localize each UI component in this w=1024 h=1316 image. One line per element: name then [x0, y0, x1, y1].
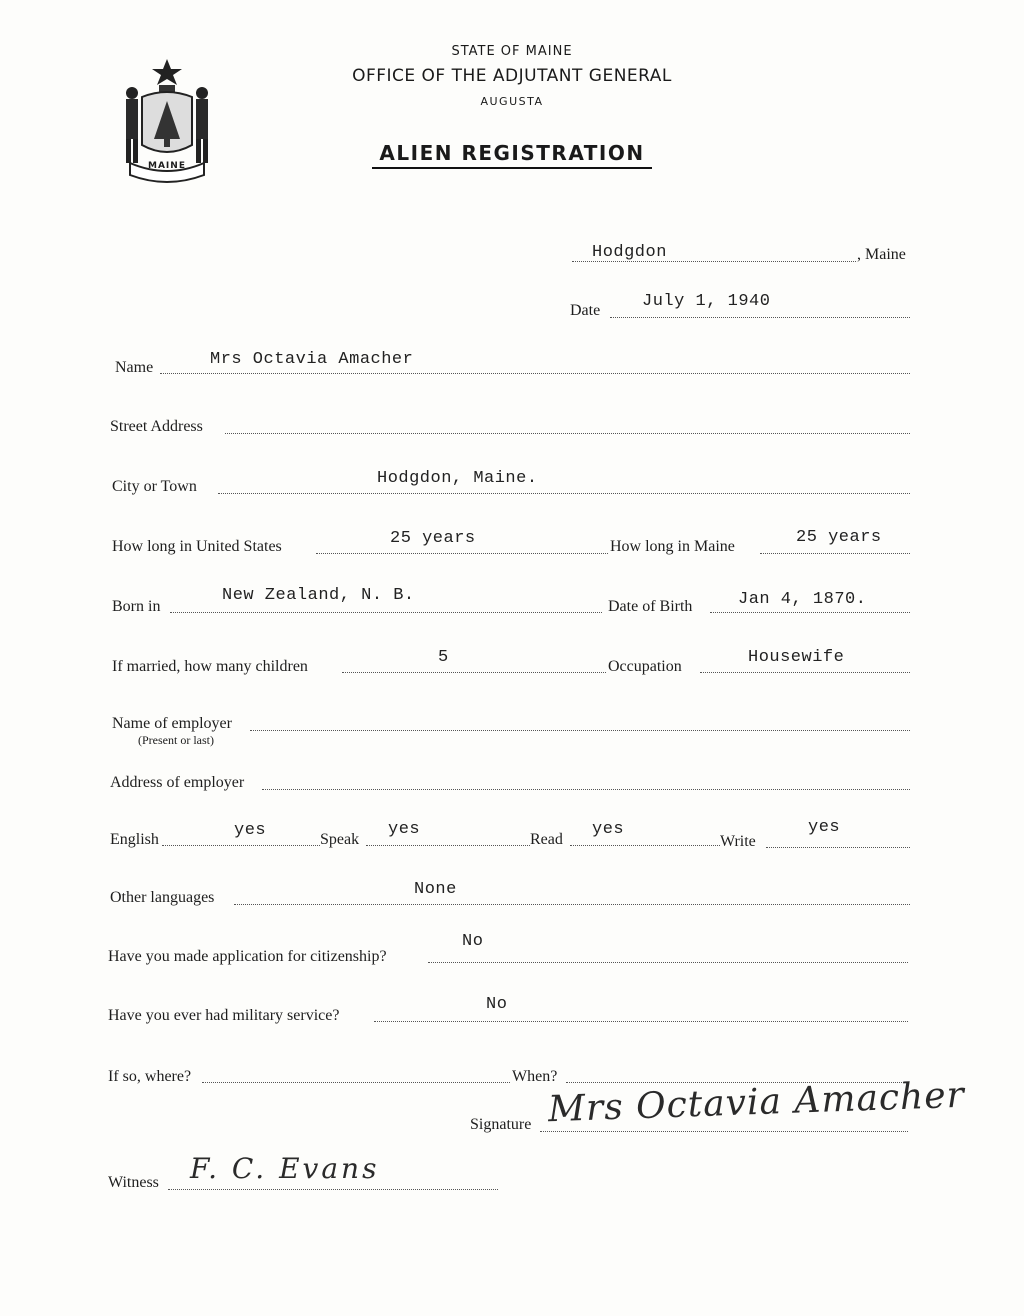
- english-value: yes: [234, 821, 267, 840]
- children-label: If married, how many children: [112, 658, 308, 675]
- military-value: No: [486, 995, 508, 1014]
- street-address-line: [225, 433, 910, 434]
- signature-value: Mrs Octavia Amacher: [547, 1074, 966, 1131]
- speak-line: [366, 845, 530, 846]
- place-suffix: , Maine: [857, 246, 906, 263]
- english-label: English: [110, 831, 159, 848]
- how-long-maine-label: How long in Maine: [610, 538, 735, 555]
- how-long-us-label: How long in United States: [112, 538, 282, 555]
- name-value: Mrs Octavia Amacher: [210, 350, 414, 369]
- employer-line: [250, 730, 910, 731]
- witness-label: Witness: [108, 1174, 159, 1191]
- read-value: yes: [592, 820, 625, 839]
- witness-line: [168, 1189, 498, 1190]
- how-long-maine-value: 25 years: [796, 528, 882, 547]
- write-label: Write: [720, 833, 756, 850]
- military-line: [374, 1021, 908, 1022]
- where-line: [202, 1082, 510, 1083]
- how-long-us-line: [316, 553, 608, 554]
- children-line: [342, 672, 606, 673]
- read-line: [570, 845, 720, 846]
- citizenship-value: No: [462, 932, 484, 951]
- employer-address-label: Address of employer: [110, 774, 245, 791]
- children-value: 5: [438, 648, 449, 667]
- occupation-line: [700, 672, 910, 673]
- signature-line: [540, 1131, 908, 1132]
- when-label: When?: [512, 1068, 558, 1085]
- date-of-birth-label: Date of Birth: [608, 598, 693, 615]
- employer-sublabel: (Present or last): [138, 733, 214, 747]
- employer-address-line: [262, 789, 910, 790]
- speak-label: Speak: [320, 831, 360, 848]
- military-label: Have you ever had military service?: [108, 1007, 340, 1024]
- write-line: [766, 847, 910, 848]
- place-value: Hodgdon: [592, 243, 667, 262]
- seal-banner-text: MAINE: [148, 161, 186, 171]
- header-office: OFFICE OF THE ADJUTANT GENERAL: [352, 66, 672, 86]
- witness-value: F. C. Evans: [190, 1152, 380, 1185]
- date-label: Date: [570, 302, 601, 319]
- date-of-birth-value: Jan 4, 1870.: [738, 590, 867, 609]
- form-title: ALIEN REGISTRATION: [372, 141, 652, 169]
- date-of-birth-line: [710, 612, 910, 613]
- occupation-label: Occupation: [608, 658, 682, 675]
- how-long-us-value: 25 years: [390, 529, 476, 548]
- other-languages-value: None: [414, 880, 457, 899]
- date-value: July 1, 1940: [642, 292, 771, 311]
- born-in-label: Born in: [112, 598, 161, 615]
- employer-label: Name of employer: [112, 715, 232, 732]
- citizenship-label: Have you made application for citizenship?: [108, 948, 387, 965]
- english-line: [162, 845, 320, 846]
- header-state: STATE OF MAINE: [451, 44, 573, 59]
- born-in-value: New Zealand, N. B.: [222, 586, 415, 605]
- name-label: Name: [115, 359, 154, 376]
- city-value: Hodgdon, Maine.: [377, 469, 538, 488]
- city-label: City or Town: [112, 478, 197, 495]
- other-languages-line: [234, 904, 910, 905]
- name-line: [160, 373, 910, 374]
- where-label: If so, where?: [108, 1068, 192, 1085]
- write-value: yes: [808, 818, 841, 837]
- occupation-value: Housewife: [748, 648, 845, 667]
- read-label: Read: [530, 831, 563, 848]
- date-line: [610, 317, 910, 318]
- street-address-label: Street Address: [110, 418, 203, 435]
- header-city: AUGUSTA: [480, 95, 544, 108]
- citizenship-line: [428, 962, 908, 963]
- other-languages-label: Other languages: [110, 889, 215, 906]
- city-line: [218, 493, 910, 494]
- born-in-line: [170, 612, 602, 613]
- how-long-maine-line: [760, 553, 910, 554]
- speak-value: yes: [388, 820, 421, 839]
- signature-label: Signature: [470, 1116, 532, 1133]
